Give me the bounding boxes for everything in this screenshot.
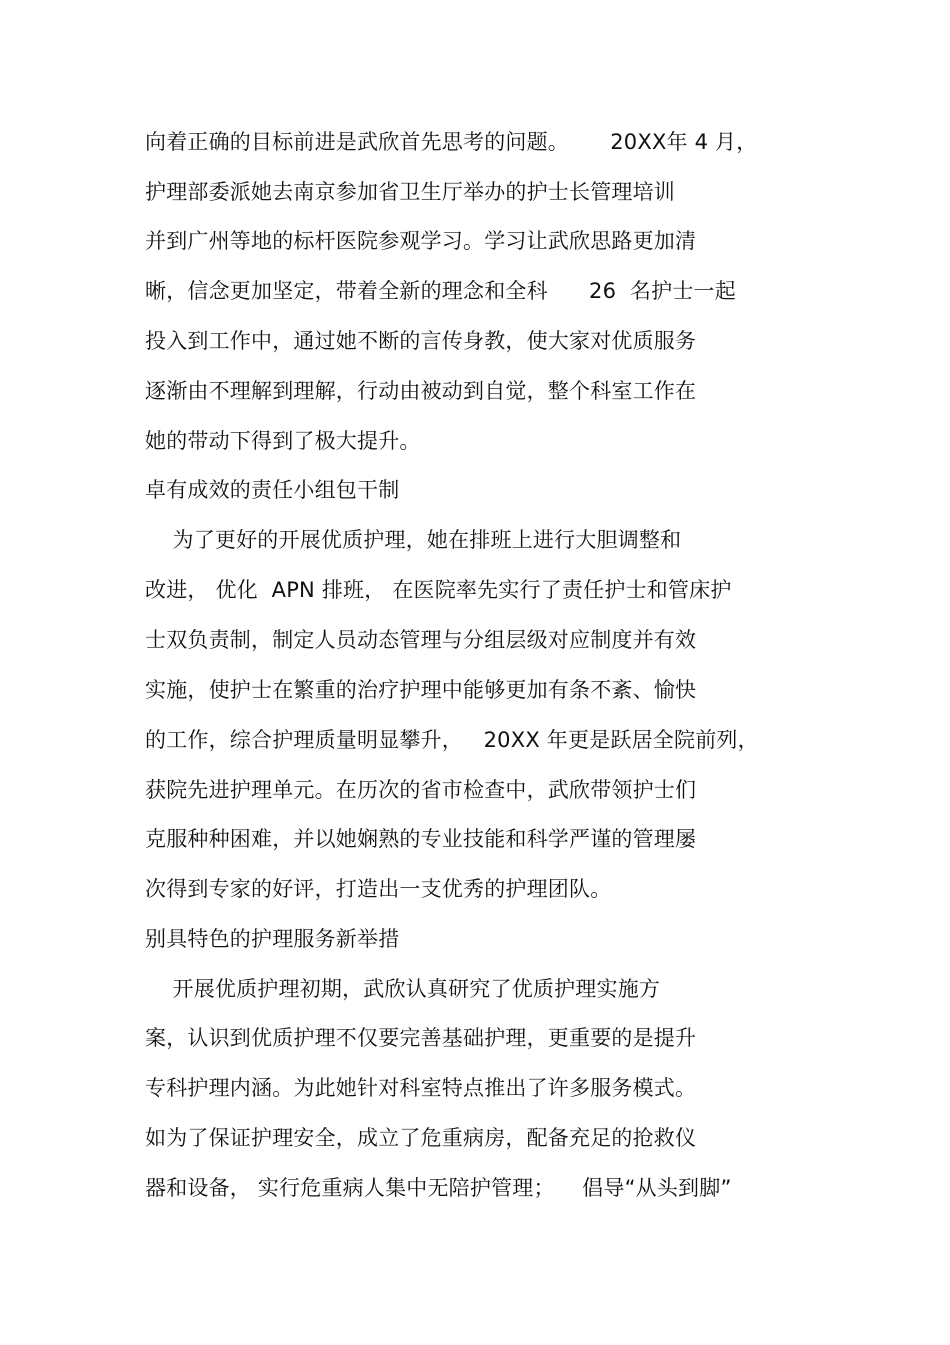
text-line: 她的带动下得到了极大提升。 (145, 429, 421, 453)
text-line: 开展优质护理初期，武欣认真研究了优质护理实施方 (145, 977, 661, 1001)
text-line: 投入到工作中，通过她不断的言传身教，使大家对优质服务 (145, 329, 697, 353)
text-line: 为了更好的开展优质护理，她在排班上进行大胆调整和 (145, 528, 682, 552)
text-line: 实施，使护士在繁重的治疗护理中能够更加有条不紊、愉快 (145, 678, 697, 702)
text-line: 晰，信念更加坚定，带着全新的理念和全科 26 名护士一起 (145, 279, 736, 303)
text-line: 克服种种困难，并以她娴熟的专业技能和科学严谨的管理屡 (145, 827, 697, 851)
text-line: 并到广州等地的标杆医院参观学习。学习让武欣思路更加清 (145, 229, 697, 253)
text-line: 获院先进护理单元。在历次的省市检查中，武欣带领护士们 (145, 778, 697, 802)
section-heading: 卓有成效的责任小组包干制 (145, 478, 400, 502)
text-line: 专科护理内涵。为此她针对科室特点推出了许多服务模式。 (145, 1076, 697, 1100)
text-line: 的工作，综合护理质量明显攀升， 20XX 年更是跃居全院前列， (145, 728, 759, 752)
text-line: 改进， 优化 APN 排班， 在医院率先实行了责任护士和管床护 (145, 578, 732, 602)
section-heading: 别具特色的护理服务新举措 (145, 927, 400, 951)
text-line: 向着正确的目标前进是武欣首先思考的问题。 20XX年 4 月， (145, 130, 758, 154)
text-line: 护理部委派她去南京参加省卫生厅举办的护士长管理培训 (145, 180, 675, 204)
text-line: 次得到专家的好评，打造出一支优秀的护理团队。 (145, 877, 612, 901)
text-line: 案，认识到优质护理不仅要完善基础护理，更重要的是提升 (145, 1026, 697, 1050)
text-line: 如为了保证护理安全，成立了危重病房，配备充足的抢救仪 (145, 1126, 697, 1150)
text-line: 器和设备， 实行危重病人集中无陪护管理； 倡导“从头到脚” (145, 1176, 732, 1200)
text-line: 士双负责制，制定人员动态管理与分组层级对应制度并有效 (145, 628, 697, 652)
text-line: 逐渐由不理解到理解，行动由被动到自觉，整个科室工作在 (145, 379, 697, 403)
